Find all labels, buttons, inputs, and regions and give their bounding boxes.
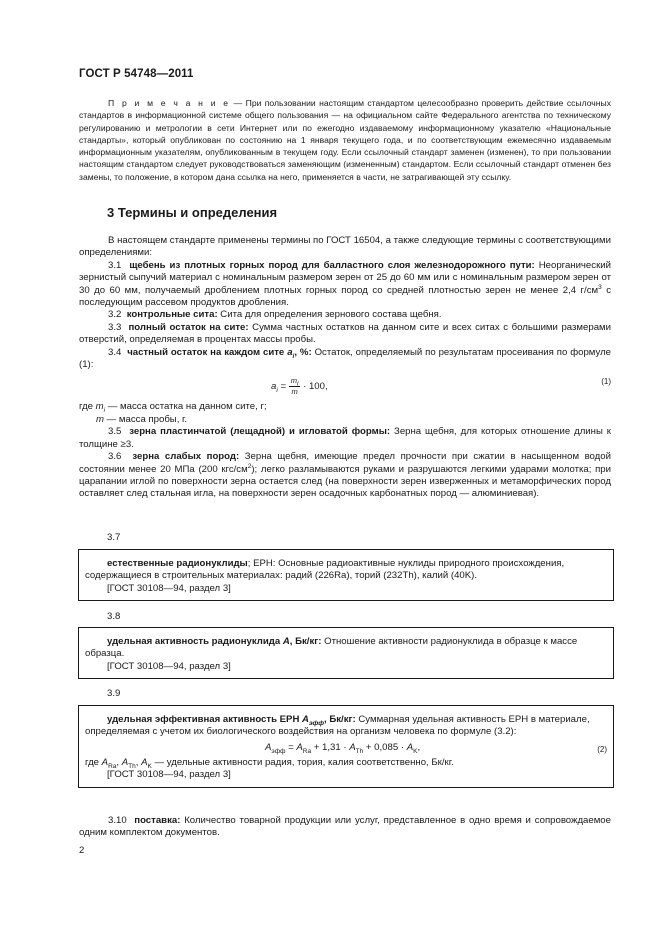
term-3-10-block <box>79 815 611 840</box>
term-name: поставка: <box>134 815 181 826</box>
term-name: частный остаток на каждом сите $a_i$, %: <box>127 346 312 360</box>
term-name: зерна слабых пород: <box>132 451 240 463</box>
term-name: зерна пластинчатой (лещадной) и игловатой формы: <box>129 426 391 438</box>
formula-2-where: где $A_{Ra}$, $A_{Th}$, $A_K$ — удельные активности радия, тория, калия соответственно, Бк/кг. <box>85 756 454 770</box>
section-intro: В настоящем стандарте применены термины по ГОСТ 16504, а также следующие термины с соответствующими определениями: <box>79 235 611 259</box>
note-label: П р и м е ч а н и е <box>108 98 231 108</box>
boxed-term-3-8: удельная активность радионуклида A, Бк/кг: Отношение активности радионуклида в образце к массе образца. [ГОСТ 30108—94, раздел 3] <box>78 627 614 679</box>
term-name: естественные радионуклиды <box>107 558 248 569</box>
note-paragraph <box>79 97 611 183</box>
note-text: — При пользовании настоящим стандартом целесообразно проверить действие ссылочных стандартов в информационной системе общего пользования — на официальном сайте Федерального агентства по техническому регулированию и метрологии в сети Интернет или по ежегодно издаваемому информационному указателю «Национальные стандарты», который опубликован по состоянию на 1 января текущего года, и по соответствующим ежемесячно издаваемым информационным указателям, опубликованным в текущем году. Если ссылочный стандарт заменен (изменен), то при пользовании настоящим стандартом следует руководствоваться заменяющим (измененным) стандартом. Если ссылочный стандарт отменен без замены, то положение, в котором дана ссылка на него, применяется в части, не затрагивающей эту ссылку. <box>79 98 611 182</box>
term-3-3: 3.3 полный остаток на сите: Сумма частных остатков на данном сите и всех ситах с большими размерами отверстий, определяемая в процентах массы пробы. <box>79 321 611 346</box>
term-name: полный остаток на сите: <box>128 321 249 333</box>
formula-1-where-1: где $m_i$ — масса остатка на данном сите, г; <box>79 401 267 415</box>
term-source: [ГОСТ 30108—94, раздел 3] <box>107 769 231 781</box>
term-name: контрольные сита: <box>126 309 218 321</box>
term-name: удельная активность радионуклида A, Бк/кг: <box>107 636 322 647</box>
section-title: 3 Термины и определения <box>107 205 278 220</box>
page-number: 2 <box>79 845 85 856</box>
document-id-header: ГОСТ Р 54748—2011 <box>79 68 194 80</box>
formula-1: $a_i$ = $\frac{m_i}{m}$ · 100, (1) <box>271 376 611 397</box>
formula-number: (1) <box>601 377 611 387</box>
formula-1-where-2: m — масса пробы, г. <box>96 413 188 425</box>
term-3-5: 3.5 зерна пластинчатой (лещадной) и игловатой формы: Зерна щебня, для которых отношение длины к толщине ≥3. <box>79 426 611 450</box>
term-3-4: 3.4 частный остаток на каждом сите $a_i$, %: Остаток, определяемый по результатам просеивания по формуле (1): <box>79 346 611 371</box>
fraction: $\frac{m_i}{m}$ <box>290 376 299 397</box>
term-3-6: 3.6 зерна слабых пород: Зерна щебня, имеющие предел прочности при сжатии в насыщенном водой состоянии менее 20 МПа (200 кгс/$см^2$); легко разламываются руками и разрушаются легкими ударами молотка; при царапании иглой по поверхности зерна остается след (на поверхности зерен изверженных и метаморфических пород оставляет след стальная игла, на поверхности зерен осадочных карбонатных пород — алюминиевая). <box>79 451 611 500</box>
term-name: щебень из плотных горных пород для балластного слоя железнодорожного пути: <box>129 259 535 271</box>
term-name: удельная эффективная активность ЕРН $A_{эфф}$, Бк/кг: <box>107 714 356 727</box>
term-number-3-8: 3.8 <box>107 611 121 622</box>
term-3-10: 3.10 поставка: Количество товарной продукции или услуг, представленное в одно время и сопровождаемое одним комплектом документов. <box>79 815 611 839</box>
term-source: [ГОСТ 30108—94, раздел 3] <box>107 660 231 672</box>
term-source: [ГОСТ 30108—94, раздел 3] <box>107 582 231 594</box>
boxed-term-3-9: удельная эффективная активность ЕРН $A_{эфф}$, Бк/кг: Суммарная удельная активность ЕРН в материале, определяемая с учетом их биологического воздействия на организм человека по формуле (3.2): $A_{эфф} = A_{Ra} + 1,31 \cdot A_{Th} + 0,085 \cdot A_K$, (2) где $A_{Ra}$, $A_{Th}$, $A_K$ — удельные активности радия, тория, калия соответственно, Бк/кг. [ГОСТ 30108—94, раздел 3] <box>78 705 614 788</box>
formula-number: (2) <box>597 744 607 754</box>
section-body <box>79 235 611 501</box>
term-3-1: 3.1 щебень из плотных горных пород для балластного слоя железнодорожного пути: Неорганический зернистый сыпучий материал с номинальным размером зерен от 25 до 60 мм или с номинальным размером зерен от 30 до 60 мм, получаемый дроблением плотных горных пород со средней плотностью зерен не менее 2,4 $г/см^3$ с последующим рассевом продуктов дробления. <box>79 259 611 309</box>
term-number-3-7: 3.7 <box>107 532 121 543</box>
term-3-2: 3.2 контрольные сита: Сита для определения зернового состава щебня. <box>108 309 442 321</box>
formula-2: $A_{эфф} = A_{Ra} + 1,31 \cdot A_{Th} + 0,085 \cdot A_K$, (2) <box>265 741 607 755</box>
boxed-term-3-7: естественные радионуклиды; ЕРН: Основные радиоактивные нуклиды природного происхождения, содержащиеся в строительных материалах: радий (226Ra), торий (232Th), калий (40K). [ГОСТ 30108—94, раздел 3] <box>78 549 614 601</box>
term-number-3-9: 3.9 <box>107 688 121 699</box>
